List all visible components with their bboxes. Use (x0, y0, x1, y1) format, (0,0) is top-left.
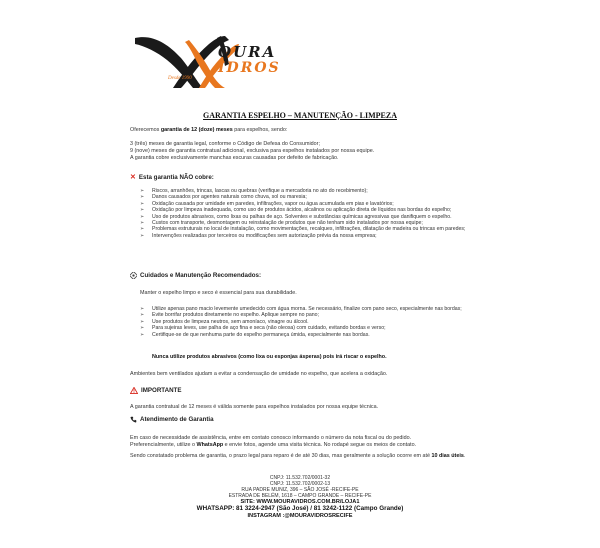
list-item: ➢ Riscos, arranhões, trincas, lascas ou quebras (verifique a mercadoria no ato do recebimento); (140, 188, 475, 194)
list-item: ➢ Intervenções realizadas por terceiros ou modificações sem autorização prévia da nossa empresa; (140, 233, 475, 239)
care-intro: Manter o espelho limpo e seco é essencial para sua durabilidade. (140, 290, 297, 296)
document-title: GARANTIA ESPELHO – MANUTENÇÃO - LIMPEZA (202, 111, 397, 120)
footer-cnpj-2: CNPJ: 11.532.702/0002-13 (269, 481, 331, 487)
service-line-2-after: e envie fotos, agende uma visita técnica. No rodapé segue os meios de contato. (223, 442, 417, 448)
logo-text-bottom: IDROS (218, 60, 281, 76)
whatsapp-label: WhatsApp (196, 442, 224, 448)
footer-instagram[interactable]: INSTAGRAM :@MOURAVIDROSRECIFE (247, 513, 353, 519)
service-line-3-before: Sendo constatado problema de garantia, o prazo legal para reparo é de até 30 dias, mas geralmente a solução ocorre em até (130, 453, 432, 459)
service-title: Atendimento de Garantia (140, 416, 214, 423)
footer-site-link[interactable]: SITE: WWW.MOURAVIDROS.COM.BR/LOJA1 (240, 499, 360, 505)
not-covered-heading (130, 173, 214, 181)
list-item: ➢ Oxidação causada por umidade em paredes, infiltrações, vapor ou água acumulada em pias e lavatórios; (140, 201, 475, 207)
not-covered-list (140, 188, 475, 239)
footer-whatsapp: WHATSAPP: 81 3224-2947 (São José) / 81 3242-1122 (Campo Grande) (196, 505, 404, 512)
warning-icon (130, 387, 138, 394)
gear-icon (130, 272, 137, 279)
service-text (130, 435, 475, 449)
footer-address-1: RUA PADRE MUNIZ, 396 – SÃO JOSÉ -RECIFE-PE (241, 487, 359, 493)
warranty-line: 3 (três) meses de garantia legal, conforme o Código de Defesa do Consumidor; (130, 141, 320, 147)
list-item: ➢ Oxidação por limpeza inadequada, como uso de produtos ácidos, alcalinos ou aplicação direta de líquidos nas bordas do espelho; (140, 207, 475, 213)
intro-paragraph (130, 127, 475, 134)
list-item: ➢ Use produtos de limpeza neutros, sem amoníaco, vinagre ou álcool. (140, 319, 475, 325)
service-line-2 (130, 442, 475, 449)
intro-after: para espelhos, sendo: (232, 127, 288, 133)
intro-bold: garantia de 12 (doze) meses (160, 127, 233, 133)
list-item: ➢ Utilize apenas pano macio levemente umedecido com água morna. Se necessário, finalize com pano seco, especialmente nas bordas; (140, 306, 475, 312)
deadline-days: 10 dias úteis (431, 453, 464, 459)
red-cross-icon: ✕ (130, 174, 136, 181)
list-item: ➢ Certifique-se de que nenhuma parte do espelho permaneça úmida, especialmente nas bordas. (140, 332, 475, 338)
service-heading (130, 416, 214, 423)
service-line-1: Em caso de necessidade de assistência, entre em contato conosco informando o número da nota fiscal ou do pedido. (130, 435, 412, 441)
warranty-line: A garantia cobre exclusivamente manchas escuras causadas por defeito de fabricação. (130, 155, 339, 161)
logo-text-top: OURA (218, 43, 277, 61)
warranty-line: 9 (nove) meses de garantia contratual adicional, exclusiva para espelhos instalados por nossa equipe. (130, 148, 375, 154)
phone-icon (130, 416, 137, 423)
list-item: ➢ Danos causados por agentes naturais como chuva, sol ou maresia; (140, 194, 475, 200)
list-item: ➢ Evite borrifar produtos diretamente no espelho. Aplique sempre no pano; (140, 312, 475, 318)
warranty-terms (130, 141, 475, 162)
service-line-3-after: . (463, 453, 466, 459)
list-item: ➢ Custos com transporte, desmontagem ou reinstalação de produtos que não tenham sido instalados por nossa equipe; (140, 220, 475, 226)
care-title: Cuidados e Manutenção Recomendados: (140, 272, 262, 279)
care-heading (130, 272, 261, 279)
abrasive-warning: Nunca utilize produtos abrasivos (como lixa ou esponjas ásperas) pois irá riscar o espelho. (152, 354, 387, 360)
intro-before: Oferecemos (130, 127, 161, 133)
footer-cnpj-1: CNPJ: 11.532.702/0001-32 (269, 475, 331, 481)
list-item: ➢ Uso de produtos abrasivos, como lixas ou palhas de aço. Solventes e substâncias químicas agressivas que danifiquem o espelho. (140, 214, 475, 220)
logo-since: Desde 1990 (168, 76, 192, 81)
important-title: IMPORTANTE (141, 387, 182, 394)
service-deadline (130, 453, 475, 460)
care-list (140, 306, 475, 338)
important-heading (130, 387, 181, 394)
important-text: A garantia contratual de 12 meses é válida somente para espelhos instalados por nossa equipe técnica. (130, 404, 379, 410)
service-line-2-before: Preferencialmente, utilize o (130, 442, 197, 448)
not-covered-title: Esta garantia NÃO cobre: (138, 173, 214, 181)
ventilation-note: Ambientes bem ventilados ajudam a evitar a condensação de umidade no espelho, que acelera a oxidação. (130, 371, 388, 377)
list-item: ➢ Para sujeiras leves, use palha de aço fina e seca (não oleosa) com cuidado, evitando bordas e verso; (140, 325, 475, 331)
footer-address-2: ESTRADA DE BELÉM, 1618 – CAMPO GRANDE – RECIFE-PE (228, 493, 372, 499)
list-item: ➢ Problemas estruturais no local de instalação, como movimentações, recalques, infiltrações, dilatação de madeira ou trincas em paredes; (140, 226, 475, 232)
